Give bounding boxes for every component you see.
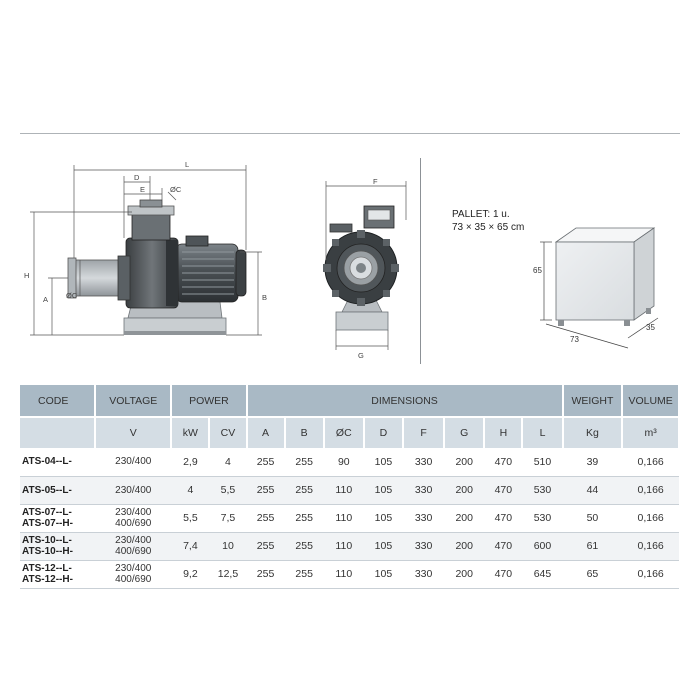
table-row <box>20 504 679 532</box>
cell-d: 105 <box>364 560 403 588</box>
cell-cv: 7,5 <box>209 504 246 532</box>
subheader-m3: m³ <box>622 417 679 448</box>
pallet-info <box>452 208 524 234</box>
cell-l: 645 <box>522 560 562 588</box>
table-row <box>20 560 679 588</box>
cell-a: 255 <box>247 560 285 588</box>
cell-f: 330 <box>403 504 444 532</box>
cell-m3: 0,166 <box>622 560 679 588</box>
header-voltage: VOLTAGE <box>95 385 171 417</box>
cell-kw: 5,5 <box>171 504 209 532</box>
cell-h: 470 <box>484 448 522 476</box>
header-row-main <box>20 385 679 417</box>
subheader-code <box>20 417 95 448</box>
pallet-line-1: PALLET: 1 u. <box>452 209 510 220</box>
label-L: L <box>185 160 190 169</box>
cell-h: 470 <box>484 532 522 560</box>
cell-g: 200 <box>444 476 484 504</box>
label-C: ØC <box>170 185 182 194</box>
cell-m3: 0,166 <box>622 476 679 504</box>
cell-m3: 0,166 <box>622 448 679 476</box>
header-code: CODE <box>20 385 95 417</box>
cell-l: 510 <box>522 448 562 476</box>
cell-g: 200 <box>444 448 484 476</box>
subheader-d: D <box>364 417 403 448</box>
cell-m3: 0,166 <box>622 532 679 560</box>
subheader-a: A <box>247 417 285 448</box>
cell-voltage: 230/400 <box>95 448 171 476</box>
cell-code: ATS-07--L- ATS-07--H- <box>20 504 95 532</box>
subheader-g: G <box>444 417 484 448</box>
cell-code: ATS-12--L- ATS-12--H- <box>20 560 95 588</box>
pallet-box-drawing <box>533 228 658 348</box>
cell-g: 200 <box>444 560 484 588</box>
cell-g: 200 <box>444 504 484 532</box>
cell-kw: 7,4 <box>171 532 209 560</box>
cell-kw: 2,9 <box>171 448 209 476</box>
pallet-dim-height: 65 <box>533 266 542 275</box>
subheader-cv: CV <box>209 417 246 448</box>
cell-cv: 12,5 <box>209 560 246 588</box>
pallet-dim-depth: 35 <box>646 323 655 332</box>
label-G: G <box>358 351 364 360</box>
cell-cv: 10 <box>209 532 246 560</box>
cell-a: 255 <box>247 532 285 560</box>
header-row-units <box>20 417 679 448</box>
label-E: E <box>140 185 146 194</box>
cell-code: ATS-04--L- <box>20 448 95 476</box>
cell-m3: 0,166 <box>622 504 679 532</box>
subheader-b: B <box>285 417 324 448</box>
pallet-dim-width: 73 <box>570 335 579 344</box>
cell-cv: 5,5 <box>209 476 246 504</box>
cell-f: 330 <box>403 448 444 476</box>
cell-a: 255 <box>247 504 285 532</box>
cell-b: 255 <box>285 448 324 476</box>
cell-d: 105 <box>364 504 403 532</box>
cell-voltage: 230/400 <box>95 476 171 504</box>
cell-a: 255 <box>247 476 285 504</box>
header-dimensions: DIMENSIONS <box>247 385 563 417</box>
pump-front-view <box>323 177 406 360</box>
header-volume: VOLUME <box>622 385 679 417</box>
cell-f: 330 <box>403 532 444 560</box>
specifications-table <box>20 385 680 589</box>
header-power: POWER <box>171 385 246 417</box>
cell-kg: 65 <box>563 560 623 588</box>
cell-kg: 39 <box>563 448 623 476</box>
cell-f: 330 <box>403 476 444 504</box>
cell-h: 470 <box>484 476 522 504</box>
cell-kw: 9,2 <box>171 560 209 588</box>
cell-c: 110 <box>324 532 364 560</box>
cell-c: 90 <box>324 448 364 476</box>
table-row <box>20 476 679 504</box>
cell-cv: 4 <box>209 448 246 476</box>
cell-voltage: 230/400 400/690 <box>95 532 171 560</box>
cell-kw: 4 <box>171 476 209 504</box>
cell-code: ATS-05--L- <box>20 476 95 504</box>
cell-voltage: 230/400 400/690 <box>95 560 171 588</box>
cell-kg: 61 <box>563 532 623 560</box>
cell-l: 530 <box>522 504 562 532</box>
table-row <box>20 448 679 476</box>
cell-b: 255 <box>285 560 324 588</box>
label-H: H <box>24 271 30 280</box>
label-F: F <box>373 177 378 186</box>
table-row <box>20 532 679 560</box>
label-D: D <box>134 173 140 182</box>
label-B: B <box>262 293 268 302</box>
cell-b: 255 <box>285 476 324 504</box>
cell-voltage: 230/400 400/690 <box>95 504 171 532</box>
subheader-v: V <box>95 417 171 448</box>
cell-c: 110 <box>324 504 364 532</box>
cell-c: 110 <box>324 560 364 588</box>
subheader-kw: kW <box>171 417 209 448</box>
subheader-h: H <box>484 417 522 448</box>
cell-b: 255 <box>285 504 324 532</box>
cell-h: 470 <box>484 504 522 532</box>
cell-c: 110 <box>324 476 364 504</box>
label-C-inlet: ØC <box>66 291 78 300</box>
subheader-f: F <box>403 417 444 448</box>
cell-l: 600 <box>522 532 562 560</box>
cell-d: 105 <box>364 448 403 476</box>
cell-kg: 50 <box>563 504 623 532</box>
cell-l: 530 <box>522 476 562 504</box>
cell-d: 105 <box>364 532 403 560</box>
pallet-line-2: 73 × 35 × 65 cm <box>452 222 525 233</box>
cell-a: 255 <box>247 448 285 476</box>
cell-code: ATS-10--L- ATS-10--H- <box>20 532 95 560</box>
cell-b: 255 <box>285 532 324 560</box>
pump-side-view <box>24 160 267 335</box>
cell-f: 330 <box>403 560 444 588</box>
cell-kg: 44 <box>563 476 623 504</box>
cell-h: 470 <box>484 560 522 588</box>
subheader-kg: Kg <box>563 417 623 448</box>
subheader-l: L <box>522 417 562 448</box>
subheader-c: ØC <box>324 417 364 448</box>
cell-g: 200 <box>444 532 484 560</box>
cell-d: 105 <box>364 476 403 504</box>
label-A: A <box>43 295 49 304</box>
header-weight: WEIGHT <box>563 385 623 417</box>
